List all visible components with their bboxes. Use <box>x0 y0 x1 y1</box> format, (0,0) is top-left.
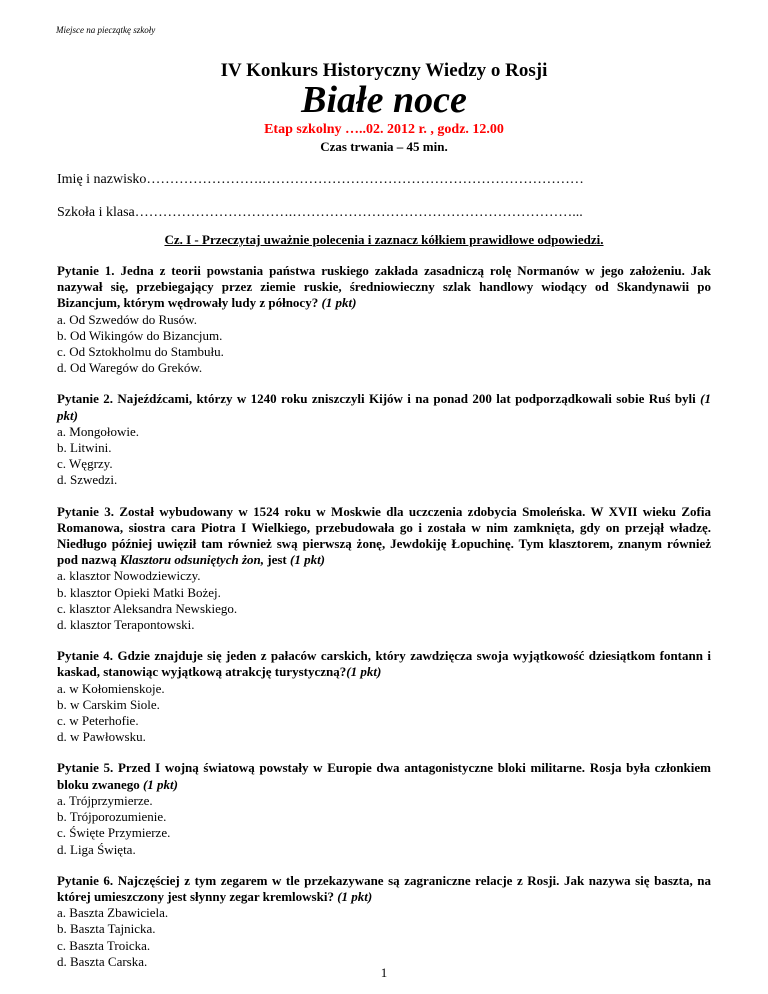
answer-option[interactable]: a. Trójprzymierze. <box>57 792 153 808</box>
question-3 <box>57 504 711 634</box>
answer-option[interactable]: d. w Pawłowsku. <box>57 729 146 745</box>
answer-option[interactable]: d. klasztor Terapontowski. <box>57 617 195 633</box>
answer-option[interactable]: a. w Kołomienskoje. <box>57 680 165 696</box>
name-field[interactable]: Imię i nazwisko…………………….…………………………………………………………… <box>57 172 584 187</box>
contest-subtitle: Białe noce <box>301 79 467 121</box>
question-5 <box>57 760 711 857</box>
answer-option[interactable]: c. Święte Przymierze. <box>57 825 171 841</box>
answer-option[interactable]: a. Od Szwedów do Rusów. <box>57 311 197 327</box>
question-text: Pytanie 3. Został wybudowany w 1524 roku w Moskwie dla uczczenia zdobycia Smoleńska. W XVII wieku Zofia Romanowa, siostra cara Piotra I Wielkiego, przebudowała go i została w nim zamknięta, gdy on przejął władzę. Niedługo później uwięził tam również swą pierwszą żonę, Jewdokiję Łopuchinę. Tym klasztorem, znanym również pod nazwą Klasztoru odsuniętych żon, jest (1 pkt) <box>57 503 711 568</box>
answer-option[interactable]: b. Baszta Tajnicka. <box>57 921 156 937</box>
school-stamp-note: Miejsce na pieczątkę szkoły <box>56 25 156 35</box>
answer-option[interactable]: c. w Peterhofie. <box>57 713 139 729</box>
answer-option[interactable]: c. Od Sztokholmu do Stambułu. <box>57 344 224 360</box>
page-number: 1 <box>380 965 388 980</box>
answer-option[interactable]: a. klasztor Nowodziewiczy. <box>57 568 201 584</box>
answer-option[interactable]: c. klasztor Aleksandra Newskiego. <box>57 600 238 616</box>
answer-option[interactable]: b. w Carskim Siole. <box>57 696 160 712</box>
contest-title: IV Konkurs Historyczny Wiedzy o Rosji <box>220 60 548 81</box>
question-text: Pytanie 4. Gdzie znajduje się jeden z pałaców carskich, który zawdzięcza swoja wyjątkowość dziesiątkom fontann i kaskad, stanowiąc wyjątkową atrakcję turystyczną?(1 pkt) <box>57 648 711 680</box>
duration-info: Czas trwania – 45 min. <box>320 139 448 154</box>
answer-option[interactable]: b. Litwini. <box>57 440 112 456</box>
question-1 <box>57 263 711 376</box>
question-text: Pytanie 6. Najczęściej z tym zegarem w tle przekazywane są zagraniczne relacje z Rosji. Jak nazywa się baszta, na której umieszczony jest słynny zegar kremlowski? (1 pkt) <box>57 872 711 904</box>
answer-option[interactable]: a. Mongołowie. <box>57 423 139 439</box>
question-text: Pytanie 5. Przed I wojną światową powstały w Europie dwa antagonistyczne bloki militarne. Rosja była członkiem bloku zwanego (1 pkt) <box>57 760 711 792</box>
question-2 <box>57 391 711 488</box>
answer-option[interactable]: a. Baszta Zbawiciela. <box>57 905 169 921</box>
questions-list <box>57 263 711 985</box>
section-title: Cz. I - Przeczytaj uważnie polecenia i zaznacz kółkiem prawidłowe odpowiedzi. <box>164 232 604 247</box>
answer-option[interactable]: b. klasztor Opieki Matki Bożej. <box>57 584 221 600</box>
question-6 <box>57 873 711 970</box>
question-text: Pytanie 2. Najeźdźcami, którzy w 1240 roku zniszczyli Kijów i na ponad 200 lat podporządkowali sobie Ruś byli (1 pkt) <box>57 391 712 423</box>
answer-option[interactable]: b. Trójporozumienie. <box>57 809 167 825</box>
stage-info: Etap szkolny …..02. 2012 r. , godz. 12.00 <box>264 122 504 137</box>
question-text: Pytanie 1. Jedna z teorii powstania państwa ruskiego zakłada zasadniczą rolę Normanów w jego założeniu. Jak nazywał się, przebiegający przez ziemie ruskie, średniowieczny szlak handlowy wiodący od Skandynawii po Bizancjum, którym wędrowały ludy z północy? (1 pkt) <box>57 263 711 311</box>
answer-option[interactable]: c. Baszta Troicka. <box>57 937 151 953</box>
answer-option[interactable]: b. Od Wikingów do Bizancjum. <box>57 327 223 343</box>
answer-option[interactable]: d. Liga Święta. <box>57 841 136 857</box>
question-4 <box>57 648 711 745</box>
answer-option[interactable]: d. Od Waregów do Greków. <box>57 360 203 376</box>
school-class-field[interactable]: Szkoła i klasa…………………………….……………………………………………………... <box>57 205 583 220</box>
answer-option[interactable]: c. Węgrzy. <box>57 456 113 472</box>
answer-option[interactable]: d. Baszta Carska. <box>57 953 148 969</box>
answer-option[interactable]: d. Szwedzi. <box>57 472 118 488</box>
